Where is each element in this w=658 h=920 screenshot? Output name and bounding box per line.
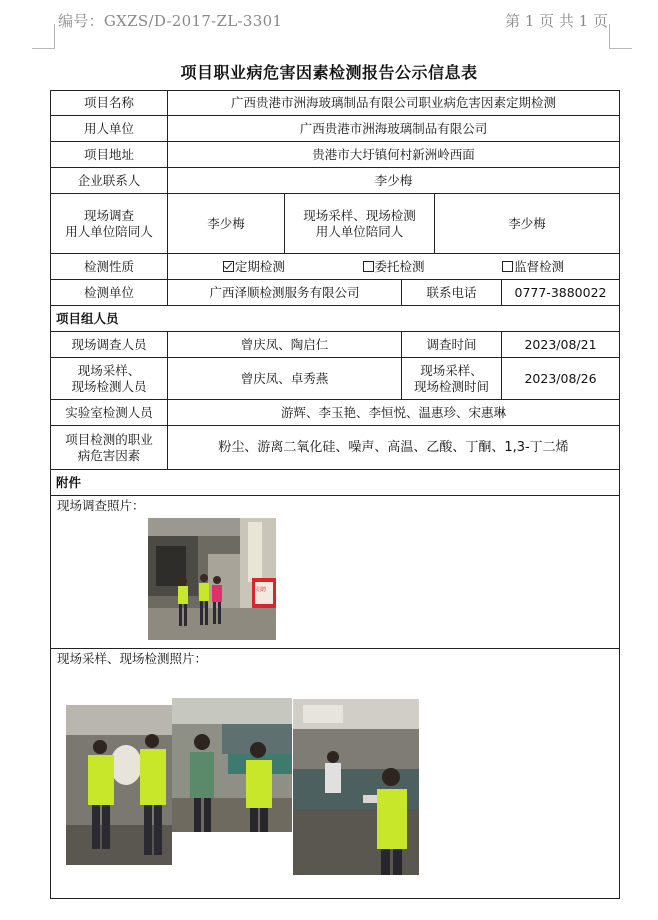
table-row: [51, 254, 620, 280]
sampling-photo-1: [66, 705, 172, 865]
contact-label: 企业联系人: [51, 168, 168, 194]
table-row: [51, 358, 620, 400]
address-label: 项目地址: [51, 142, 168, 168]
lab-label: 检测单位: [51, 280, 168, 306]
contact-value: 李少梅: [168, 168, 620, 194]
survey-time-value: 2023/08/21: [502, 332, 620, 358]
nature-label: 检测性质: [51, 254, 168, 280]
employer-value: 广西贵港市洲海玻璃制品有限公司: [168, 116, 620, 142]
option-entrusted[interactable]: 委托检测: [363, 259, 425, 275]
table-row: [51, 194, 620, 254]
table-row: [51, 400, 620, 426]
survey-escort-value: 李少梅: [168, 194, 285, 254]
crop-mark-left: [32, 24, 55, 49]
info-table: [50, 90, 620, 899]
table-row: [51, 168, 620, 194]
unchecked-box-icon[interactable]: [502, 261, 513, 272]
attachments-section-title: 附件: [51, 470, 620, 496]
sampling-staff-label: 现场采样、 现场检测人员: [51, 358, 168, 400]
option-supervisory[interactable]: 监督检测: [502, 259, 564, 275]
phone-value: 0777-3880022: [502, 280, 620, 306]
sampling-time-label: 现场采样、 现场检测时间: [402, 358, 502, 400]
sampling-photo-3: [293, 699, 419, 875]
phone-label: 联系电话: [402, 280, 502, 306]
table-row: [51, 649, 620, 899]
team-section-title: 项目组人员: [51, 306, 620, 332]
unchecked-box-icon[interactable]: [363, 261, 374, 272]
survey-photos-cell: [51, 496, 620, 649]
employer-label: 用人单位: [51, 116, 168, 142]
page-indicator: 第 1 页 共 1 页: [505, 12, 608, 30]
option-periodic[interactable]: 定期检测: [223, 259, 285, 275]
hazards-label: 项目检测的职业 病危害因素: [51, 426, 168, 470]
page-title: 项目职业病危害因素检测报告公示信息表: [180, 63, 478, 82]
table-row: [51, 142, 620, 168]
survey-time-label: 调查时间: [402, 332, 502, 358]
nature-options: [168, 254, 620, 280]
table-row: [51, 306, 620, 332]
address-value: 贵港市大圩镇何村新洲岭西面: [168, 142, 620, 168]
document-number: 编号：GXZS/D-2017-ZL-3301: [58, 12, 283, 30]
crop-mark-right: [609, 24, 632, 49]
table-row: [51, 426, 620, 470]
table-row: [51, 470, 620, 496]
survey-staff-label: 现场调查人员: [51, 332, 168, 358]
svg-text:招聘: 招聘: [256, 587, 267, 593]
survey-photo: [148, 518, 276, 640]
hazards-value: 粉尘、游离二氧化硅、噪声、高温、乙酸、丁酮、1,3-丁二烯: [168, 426, 620, 470]
sampling-escort-value: 李少梅: [435, 194, 620, 254]
project-name-value: 广西贵港市洲海玻璃制品有限公司职业病危害因素定期检测: [168, 91, 620, 116]
sampling-photos-cell: [51, 649, 620, 899]
table-row: [51, 332, 620, 358]
project-name-label: 项目名称: [51, 91, 168, 116]
lab-staff-value: 游辉、李玉艳、李恒悦、温惠珍、宋惠琳: [168, 400, 620, 426]
checked-box-icon[interactable]: [223, 261, 234, 272]
lab-value: 广西泽顺检测服务有限公司: [168, 280, 402, 306]
lab-staff-label: 实验室检测人员: [51, 400, 168, 426]
table-row: [51, 280, 620, 306]
sampling-time-value: 2023/08/26: [502, 358, 620, 400]
table-row: [51, 116, 620, 142]
sampling-escort-label: 现场采样、现场检测 用人单位陪同人: [285, 194, 435, 254]
survey-staff-value: 曾庆凤、陶启仁: [168, 332, 402, 358]
sampling-photos-label: 现场采样、现场检测照片：: [57, 651, 208, 666]
sampling-staff-value: 曾庆凤、卓秀燕: [168, 358, 402, 400]
sampling-photo-2: [172, 698, 292, 832]
survey-escort-label: 现场调查 用人单位陪同人: [51, 194, 168, 254]
table-row: [51, 91, 620, 116]
table-row: [51, 496, 620, 649]
survey-photos-label: 现场调查照片：: [57, 498, 145, 513]
